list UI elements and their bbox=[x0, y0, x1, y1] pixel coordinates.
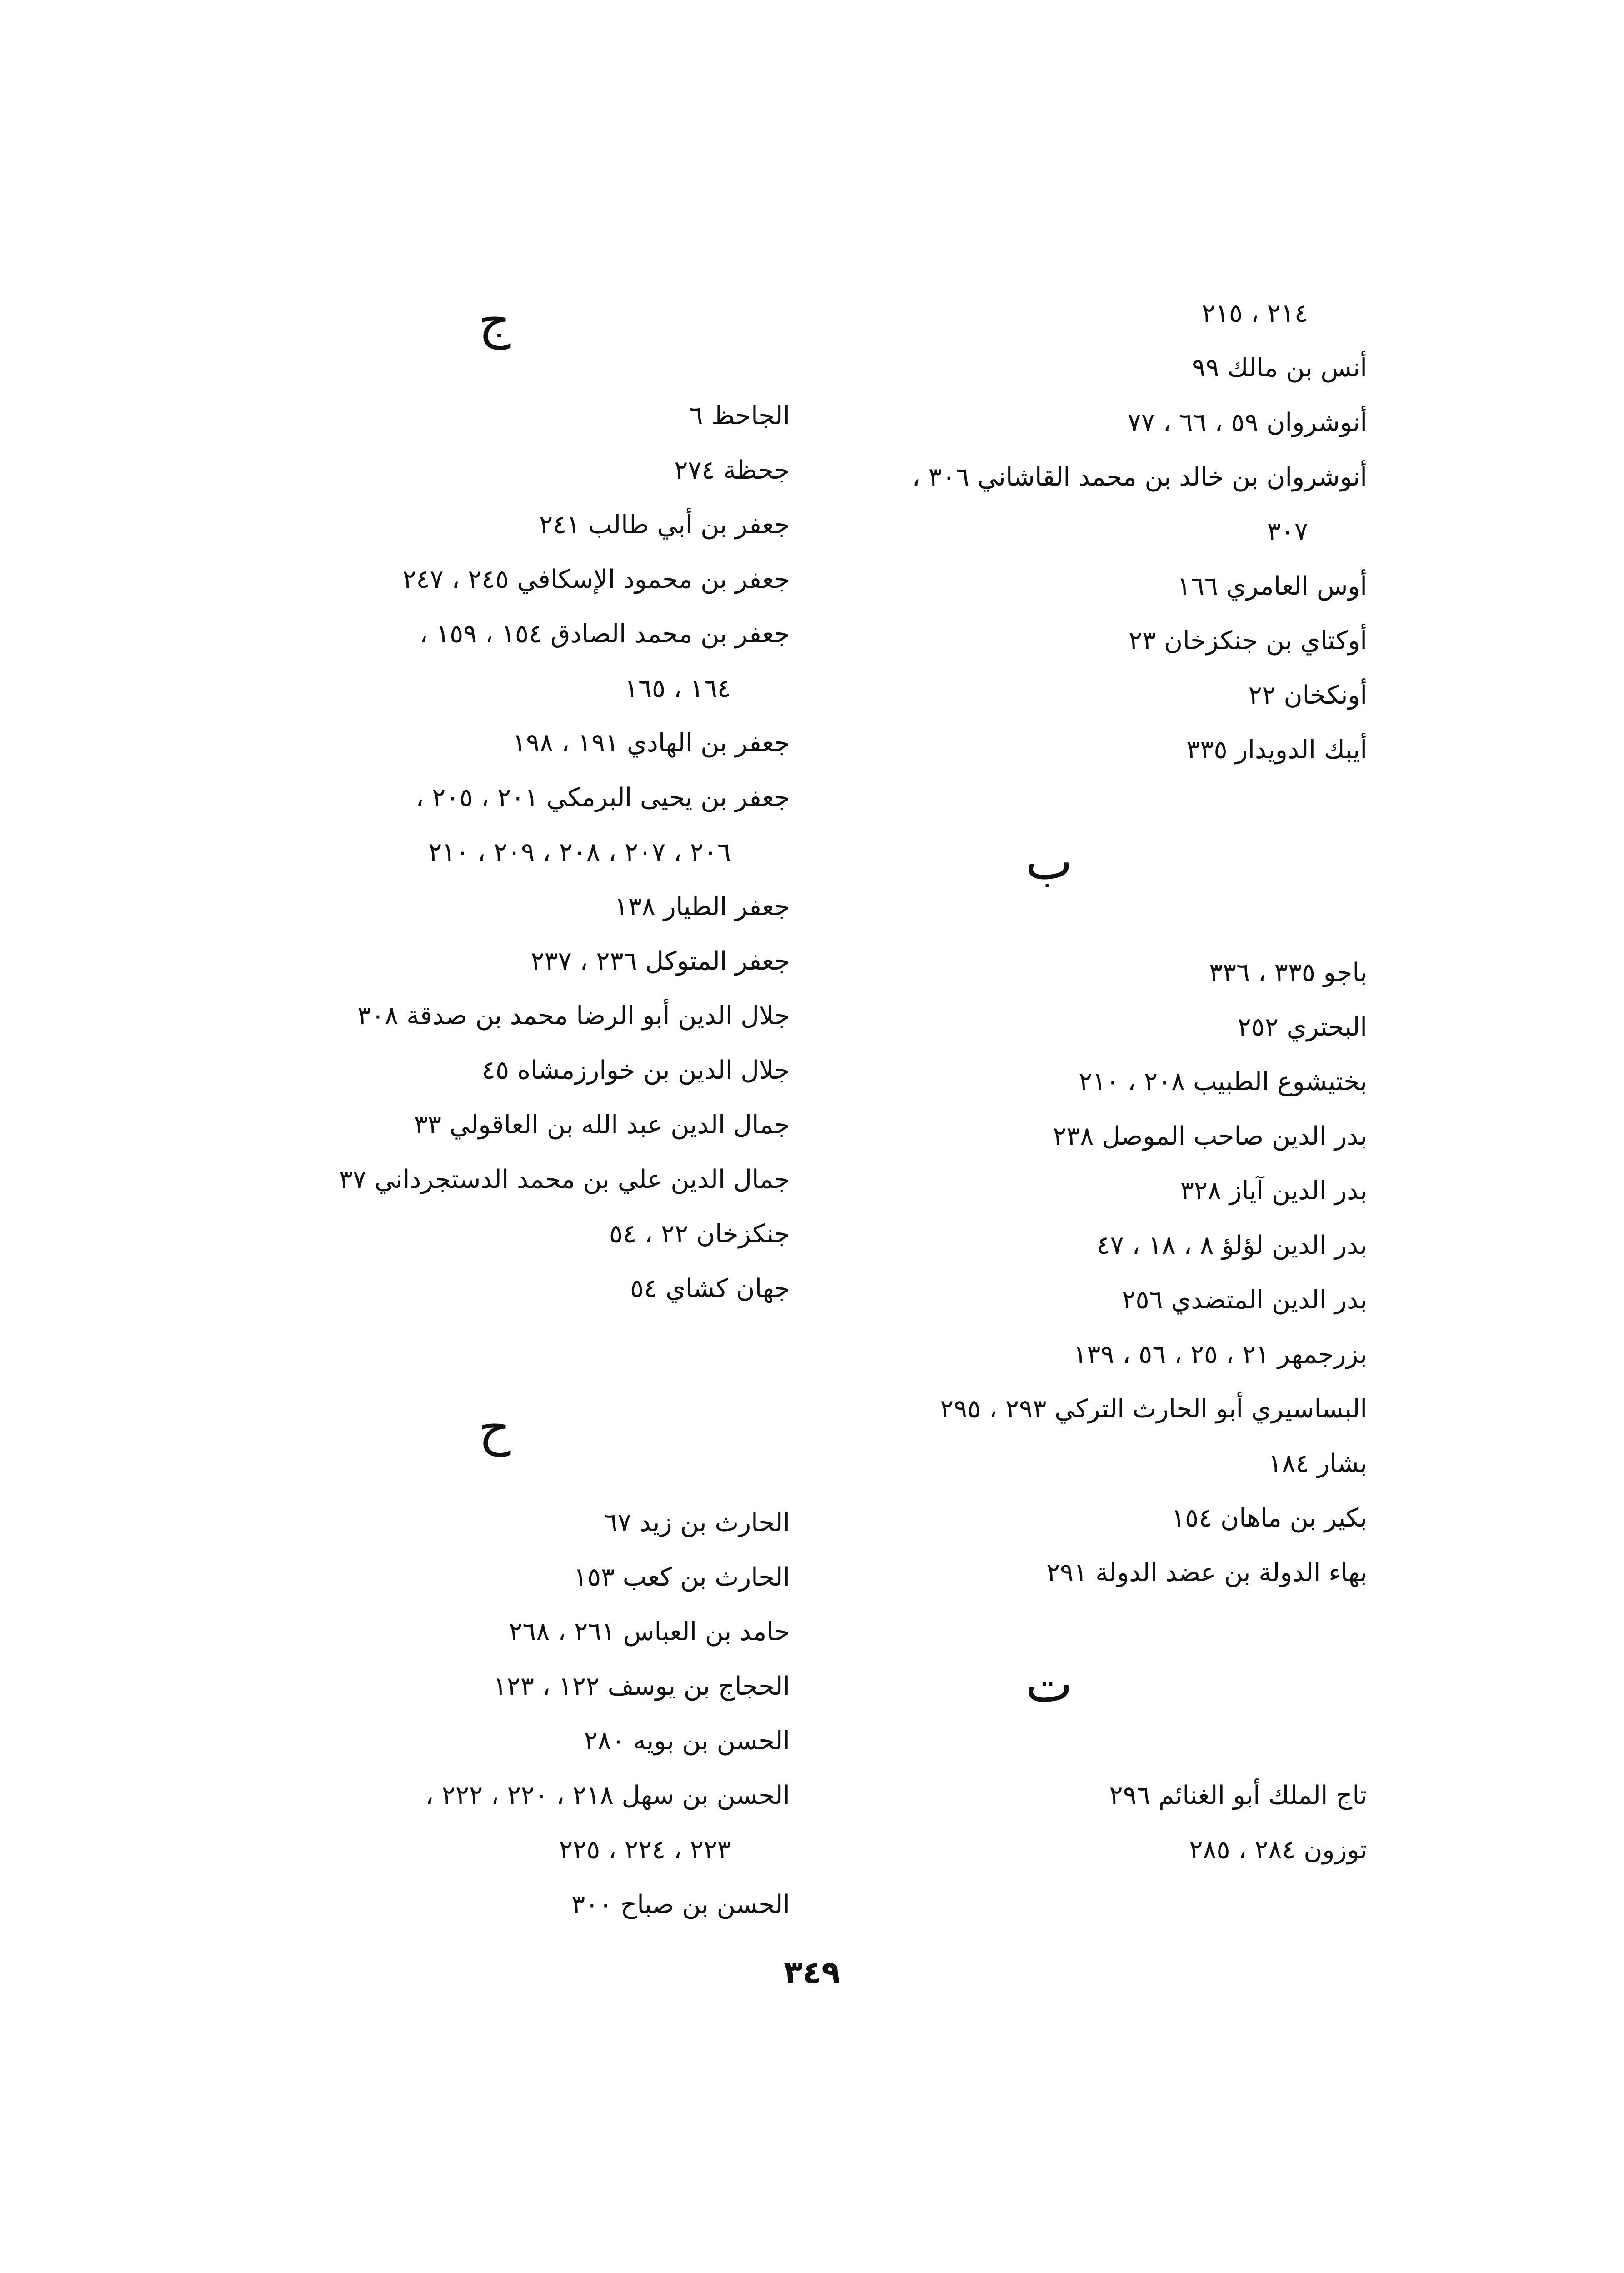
index-entry: بدر الدين صاحب الموصل ٢٣٨ bbox=[1053, 1121, 1367, 1151]
section-heading-ta: ت bbox=[1025, 1655, 1073, 1713]
index-entry: ١٦٤ ، ١٦٥ bbox=[624, 674, 731, 703]
index-entry: جعفر بن أبي طالب ٢٤١ bbox=[539, 510, 790, 540]
page-number: ٣٤٩ bbox=[784, 1955, 840, 1991]
index-column-right bbox=[731, 286, 1367, 1877]
index-entry: جعفر المتوكل ٢٣٦ ، ٢٣٧ bbox=[530, 946, 790, 976]
index-entry: الحسن بن بويه ٢٨٠ bbox=[584, 1726, 790, 1756]
index-entry: ٣٠٧ bbox=[1267, 517, 1308, 546]
index-entry: بدر الدين المتضدي ٢٥٦ bbox=[1122, 1285, 1367, 1315]
index-entry: بشار ١٨٤ bbox=[1268, 1449, 1367, 1478]
index-entry: أوكتاي بن جنكزخان ٢٣ bbox=[1129, 626, 1367, 656]
index-entry: الحجاج بن يوسف ١٢٢ ، ١٢٣ bbox=[493, 1672, 790, 1701]
index-entry: جعفر بن الهادي ١٩١ ، ١٩٨ bbox=[512, 728, 790, 758]
index-entry: أوس العامري ١٦٦ bbox=[1177, 571, 1367, 601]
index-entry: أنس بن مالك ٩٩ bbox=[1192, 353, 1367, 383]
index-entry: جلال الدين أبو الرضا محمد بن صدقة ٣٠٨ bbox=[357, 1001, 790, 1031]
index-entry: حامد بن العباس ٢٦١ ، ٢٦٨ bbox=[509, 1617, 790, 1647]
section-heading-jim: ج bbox=[478, 291, 511, 350]
index-entry: بختيشوع الطبيب ٢٠٨ ، ٢١٠ bbox=[1079, 1067, 1367, 1096]
index-entry: جمال الدين علي بن محمد الدستجرداني ٣٧ bbox=[339, 1165, 790, 1194]
index-entry: جحظة ٢٧٤ bbox=[674, 456, 790, 485]
index-entry: بدر الدين لؤلؤ ٨ ، ١٨ ، ٤٧ bbox=[1096, 1231, 1367, 1260]
index-entry: جمال الدين عبد الله بن العاقولي ٣٣ bbox=[414, 1110, 790, 1140]
index-entry: جنكزخان ٢٢ ، ٥٤ bbox=[609, 1219, 790, 1249]
index-entry: بزرجمهر ٢١ ، ٢٥ ، ٥٦ ، ١٣٩ bbox=[1073, 1340, 1367, 1369]
index-entry: تاج الملك أبو الغنائم ٢٩٦ bbox=[1109, 1781, 1367, 1810]
index-entry: الحسن بن صباح ٣٠٠ bbox=[571, 1890, 790, 1919]
index-entry: أنوشروان بن خالد بن محمد القاشاني ٣٠٦ ، bbox=[912, 462, 1367, 492]
index-entry: الجاحظ ٦ bbox=[689, 401, 790, 431]
index-entry: أنوشروان ٥٩ ، ٦٦ ، ٧٧ bbox=[1127, 408, 1367, 437]
index-column-left bbox=[199, 286, 790, 1932]
index-entry: جهان كشاي ٥٤ bbox=[630, 1274, 790, 1303]
index-entry: ٢١٤ ، ٢١٥ bbox=[1201, 299, 1308, 328]
index-entry: باجو ٣٣٥ ، ٣٣٦ bbox=[1209, 958, 1367, 987]
index-entry: توزون ٢٨٤ ، ٢٨٥ bbox=[1189, 1835, 1367, 1865]
index-entry: جعفر بن محمد الصادق ١٥٤ ، ١٥٩ ، bbox=[420, 619, 790, 649]
index-entry: أونكخان ٢٢ bbox=[1248, 681, 1367, 710]
index-entry: ٢٠٦ ، ٢٠٧ ، ٢٠٨ ، ٢٠٩ ، ٢١٠ bbox=[428, 837, 731, 867]
index-entry: البساسيري أبو الحارث التركي ٢٩٣ ، ٢٩٥ bbox=[940, 1394, 1367, 1424]
index-entry: بدر الدين آياز ٣٢٨ bbox=[1180, 1176, 1367, 1206]
index-entry: ٢٢٣ ، ٢٢٤ ، ٢٢٥ bbox=[559, 1835, 731, 1865]
section-heading-ba: ب bbox=[1025, 832, 1073, 891]
index-entry: بهاء الدولة بن عضد الدولة ٢٩١ bbox=[1046, 1558, 1367, 1587]
index-entry: بكير بن ماهان ١٥٤ bbox=[1171, 1503, 1367, 1533]
index-entry: البحتري ٢٥٢ bbox=[1237, 1012, 1367, 1042]
index-entry: الحسن بن سهل ٢١٨ ، ٢٢٠ ، ٢٢٢ ، bbox=[425, 1781, 790, 1810]
index-entry: جعفر الطيار ١٣٨ bbox=[614, 892, 790, 921]
index-entry: جعفر بن محمود الإسكافي ٢٤٥ ، ٢٤٧ bbox=[402, 565, 790, 594]
index-entry: جعفر بن يحيى البرمكي ٢٠١ ، ٢٠٥ ، bbox=[415, 783, 790, 812]
index-entry: جلال الدين بن خوارزمشاه ٤٥ bbox=[481, 1056, 790, 1085]
section-heading-ha: ح bbox=[478, 1398, 511, 1457]
index-entry: أيبك الدويدار ٣٣٥ bbox=[1186, 735, 1367, 765]
index-entry: الحارث بن زيد ٦٧ bbox=[604, 1508, 790, 1537]
index-entry: الحارث بن كعب ١٥٣ bbox=[573, 1562, 790, 1592]
